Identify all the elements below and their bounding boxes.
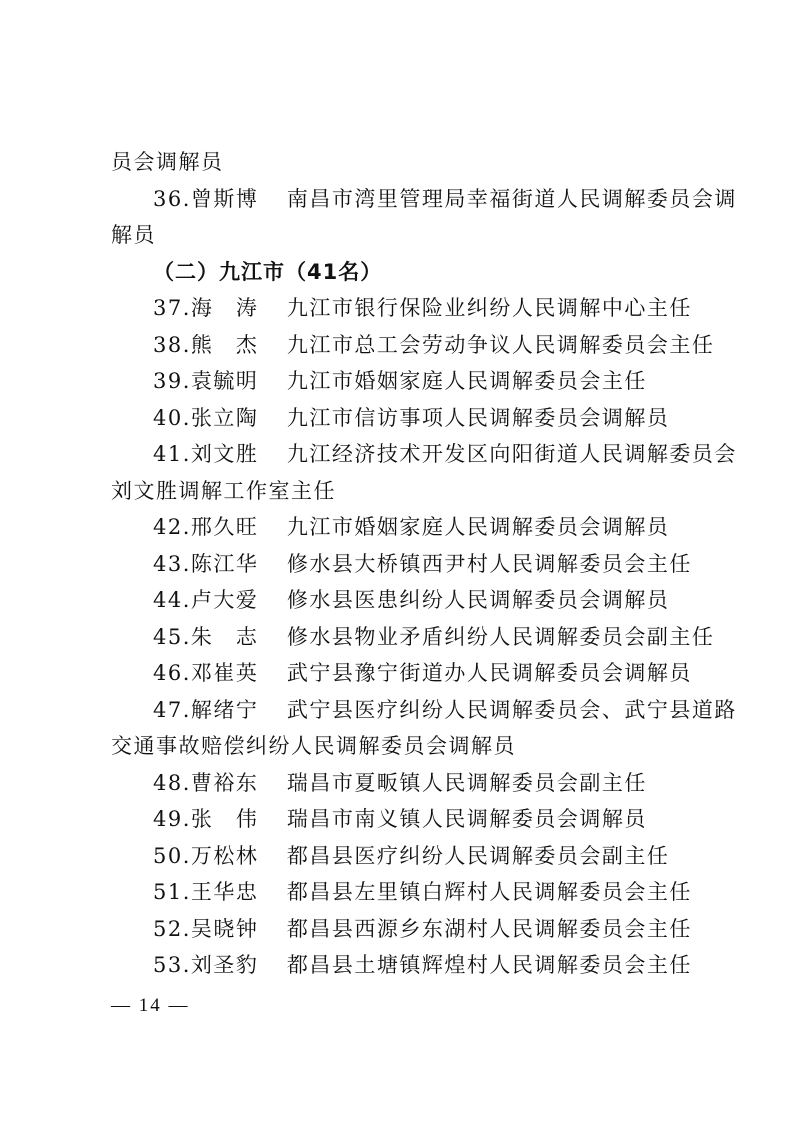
entry-title: 九江市总工会劳动争议人民调解委员会主任 — [286, 332, 715, 357]
entry-name: 吴晓钟 — [190, 916, 259, 941]
entry-name: 曹裕东 — [190, 770, 259, 795]
list-item — [111, 363, 701, 400]
entry-number: 46. — [153, 661, 191, 685]
entry-title: 都昌县西源乡东湖村人民调解委员会主任 — [286, 916, 692, 941]
entry-name: 刘圣豹 — [190, 953, 259, 977]
entry-title: 九江市婚姻家庭人民调解委员会主任 — [286, 369, 647, 393]
list-item — [111, 546, 701, 583]
entry-number: 42. — [153, 515, 191, 539]
list-item — [111, 765, 701, 802]
entry-name: 卢大爱 — [190, 588, 259, 612]
section-heading: （二）九江市（41名） — [153, 259, 383, 284]
list-item — [111, 692, 737, 729]
entry-number: 51. — [153, 880, 191, 904]
entry-name: 王华忠 — [190, 880, 259, 904]
entry-title: 瑞昌市南义镇人民调解委员会调解员 — [286, 807, 647, 831]
entry-name: 万松林 — [190, 843, 259, 868]
entry-title: 九江市信访事项人民调解委员会调解员 — [286, 405, 670, 430]
entry-title: 瑞昌市夏畈镇人民调解委员会副主任 — [286, 770, 647, 795]
entry-title: 九江市银行保险业纠纷人民调解中心主任 — [286, 296, 692, 320]
entry-number: 36. — [153, 186, 191, 211]
list-item — [111, 181, 737, 218]
list-item — [111, 838, 701, 875]
entry-title: 修水县物业矛盾纠纷人民调解委员会副主任 — [286, 624, 715, 649]
list-item — [111, 801, 701, 838]
entry-title-continuation: 解员 — [111, 223, 156, 247]
entry-title: 武宁县医疗纠纷人民调解委员会、武宁县道路 — [286, 697, 737, 722]
entry-number: 37. — [153, 296, 191, 320]
list-item — [111, 327, 715, 364]
entry-name: 解绪宁 — [190, 697, 259, 722]
entry-name: 张 伟 — [190, 807, 259, 831]
entry-title: 九江市婚姻家庭人民调解委员会调解员 — [286, 515, 670, 539]
entry-number: 41. — [153, 442, 191, 466]
entry-name: 邢久旺 — [190, 515, 259, 539]
entry-title: 都昌县土塘镇辉煌村人民调解委员会主任 — [286, 953, 692, 977]
entry-title: 南昌市湾里管理局幸福街道人民调解委员会调 — [286, 186, 737, 211]
entry-title: 九江经济技术开发区向阳街道人民调解委员会 — [286, 442, 737, 466]
entry-number: 38. — [153, 332, 191, 357]
entry-number: 48. — [153, 770, 191, 795]
entry-name: 刘文胜 — [190, 442, 259, 466]
entry-number: 52. — [153, 916, 191, 941]
entry-name: 朱 志 — [190, 624, 259, 649]
entry-name: 熊 杰 — [190, 332, 259, 357]
entry-name: 邓崔英 — [190, 661, 259, 685]
list-item — [111, 436, 737, 473]
list-item — [111, 874, 701, 911]
entry-title: 修水县医患纠纷人民调解委员会调解员 — [286, 588, 670, 612]
list-item — [111, 619, 715, 656]
entry-number: 49. — [153, 807, 191, 831]
entry-name: 袁毓明 — [190, 369, 259, 393]
entry-name: 海 涛 — [190, 296, 259, 320]
entry-number: 43. — [153, 551, 191, 576]
list-item — [111, 655, 701, 692]
entry-number: 50. — [153, 843, 191, 868]
entry-number: 45. — [153, 624, 191, 649]
list-item — [111, 947, 701, 984]
list-item — [111, 582, 701, 619]
document-body — [111, 144, 737, 984]
list-item — [111, 400, 701, 437]
list-item — [111, 509, 701, 546]
entry-title: 都昌县医疗纠纷人民调解委员会副主任 — [286, 843, 670, 868]
entry-title-continuation: 刘文胜调解工作室主任 — [111, 478, 336, 503]
entry-title: 修水县大桥镇西尹村人民调解委员会主任 — [286, 551, 692, 576]
entry-title: 都昌县左里镇白辉村人民调解委员会主任 — [286, 880, 692, 904]
entry-number: 47. — [153, 697, 191, 722]
entry-title-continuation: 交通事故赔偿纠纷人民调解委员会调解员 — [111, 734, 516, 758]
entry-name: 曾斯博 — [190, 186, 259, 211]
entry-name: 张立陶 — [190, 405, 259, 430]
entry-number: 53. — [153, 953, 191, 977]
entry-number: 39. — [153, 369, 191, 393]
entry-number: 44. — [153, 588, 191, 612]
continued-line: 员会调解员 — [111, 150, 224, 174]
list-item — [111, 911, 701, 948]
list-item — [111, 290, 701, 327]
page-number: — 14 — — [111, 995, 190, 1016]
entry-name: 陈江华 — [190, 551, 259, 576]
entry-number: 40. — [153, 405, 191, 430]
entry-title: 武宁县豫宁街道办人民调解委员会调解员 — [286, 661, 692, 685]
